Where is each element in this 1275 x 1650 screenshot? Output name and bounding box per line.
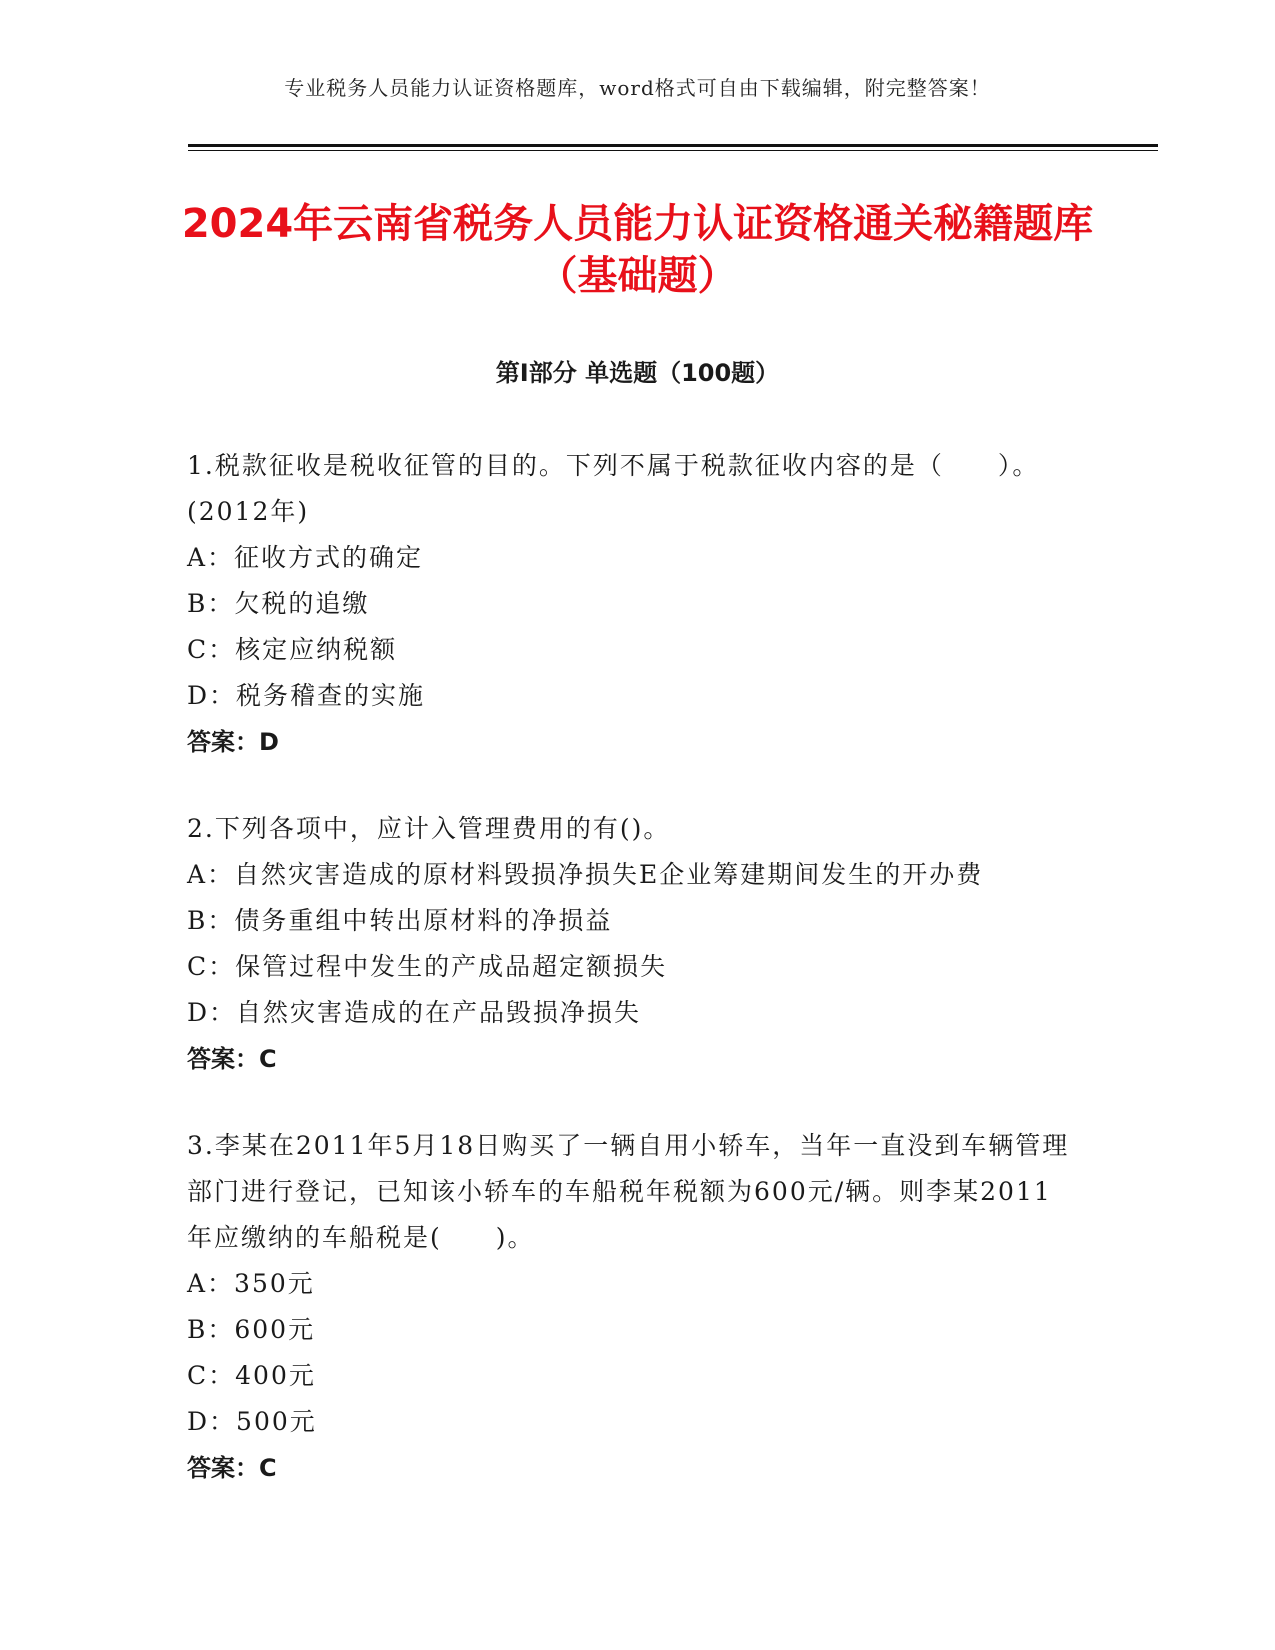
question-stem: 1.税款征收是税收征管的目的。下列不属于税款征收内容的是（ ）。(2012年) — [187, 451, 1040, 526]
option-a: A：征收方式的确定 — [187, 543, 424, 572]
question-stem: 3.李某在2011年5月18日购买了一辆自用小轿车，当年一直没到车辆管理部门进行登记，已知该小轿车的车船税年税额为600元/辆。则李某2011年应缴纳的车船税是( )。 — [187, 1131, 1070, 1252]
option-a: A：350元 — [187, 1269, 315, 1298]
question-list — [187, 443, 1077, 1532]
header-note: 专业税务人员能力认证资格题库，word格式可自由下载编辑，附完整答案！ — [284, 76, 991, 100]
question-3 — [187, 1123, 1077, 1491]
answer: 答案：D — [187, 728, 279, 756]
option-b: B：600元 — [187, 1315, 316, 1344]
answer: 答案：C — [187, 1045, 277, 1073]
question-2 — [187, 806, 1077, 1082]
option-c: C：核定应纳税额 — [187, 635, 398, 664]
option-d: D：自然灾害造成的在产品毁损净损失 — [187, 998, 642, 1027]
answer: 答案：C — [187, 1454, 277, 1482]
document-title: 2024年云南省税务人员能力认证资格通关秘籍题库（基础题） — [181, 201, 1094, 299]
option-b: B：债务重组中转出原材料的净损益 — [187, 906, 613, 935]
option-a: A：自然灾害造成的原材料毁损净损失E企业筹建期间发生的开办费 — [187, 860, 984, 889]
header-divider — [188, 144, 1158, 147]
option-c: C：400元 — [187, 1361, 316, 1390]
question-stem: 2.下列各项中，应计入管理费用的有()。 — [187, 814, 671, 843]
option-c: C：保管过程中发生的产成品超定额损失 — [187, 952, 668, 981]
question-1 — [187, 443, 1077, 765]
option-d: D：500元 — [187, 1407, 317, 1436]
option-b: B：欠税的追缴 — [187, 589, 370, 618]
option-d: D：税务稽查的实施 — [187, 681, 426, 710]
section-heading: 第Ⅰ部分 单选题（100题） — [495, 359, 780, 387]
